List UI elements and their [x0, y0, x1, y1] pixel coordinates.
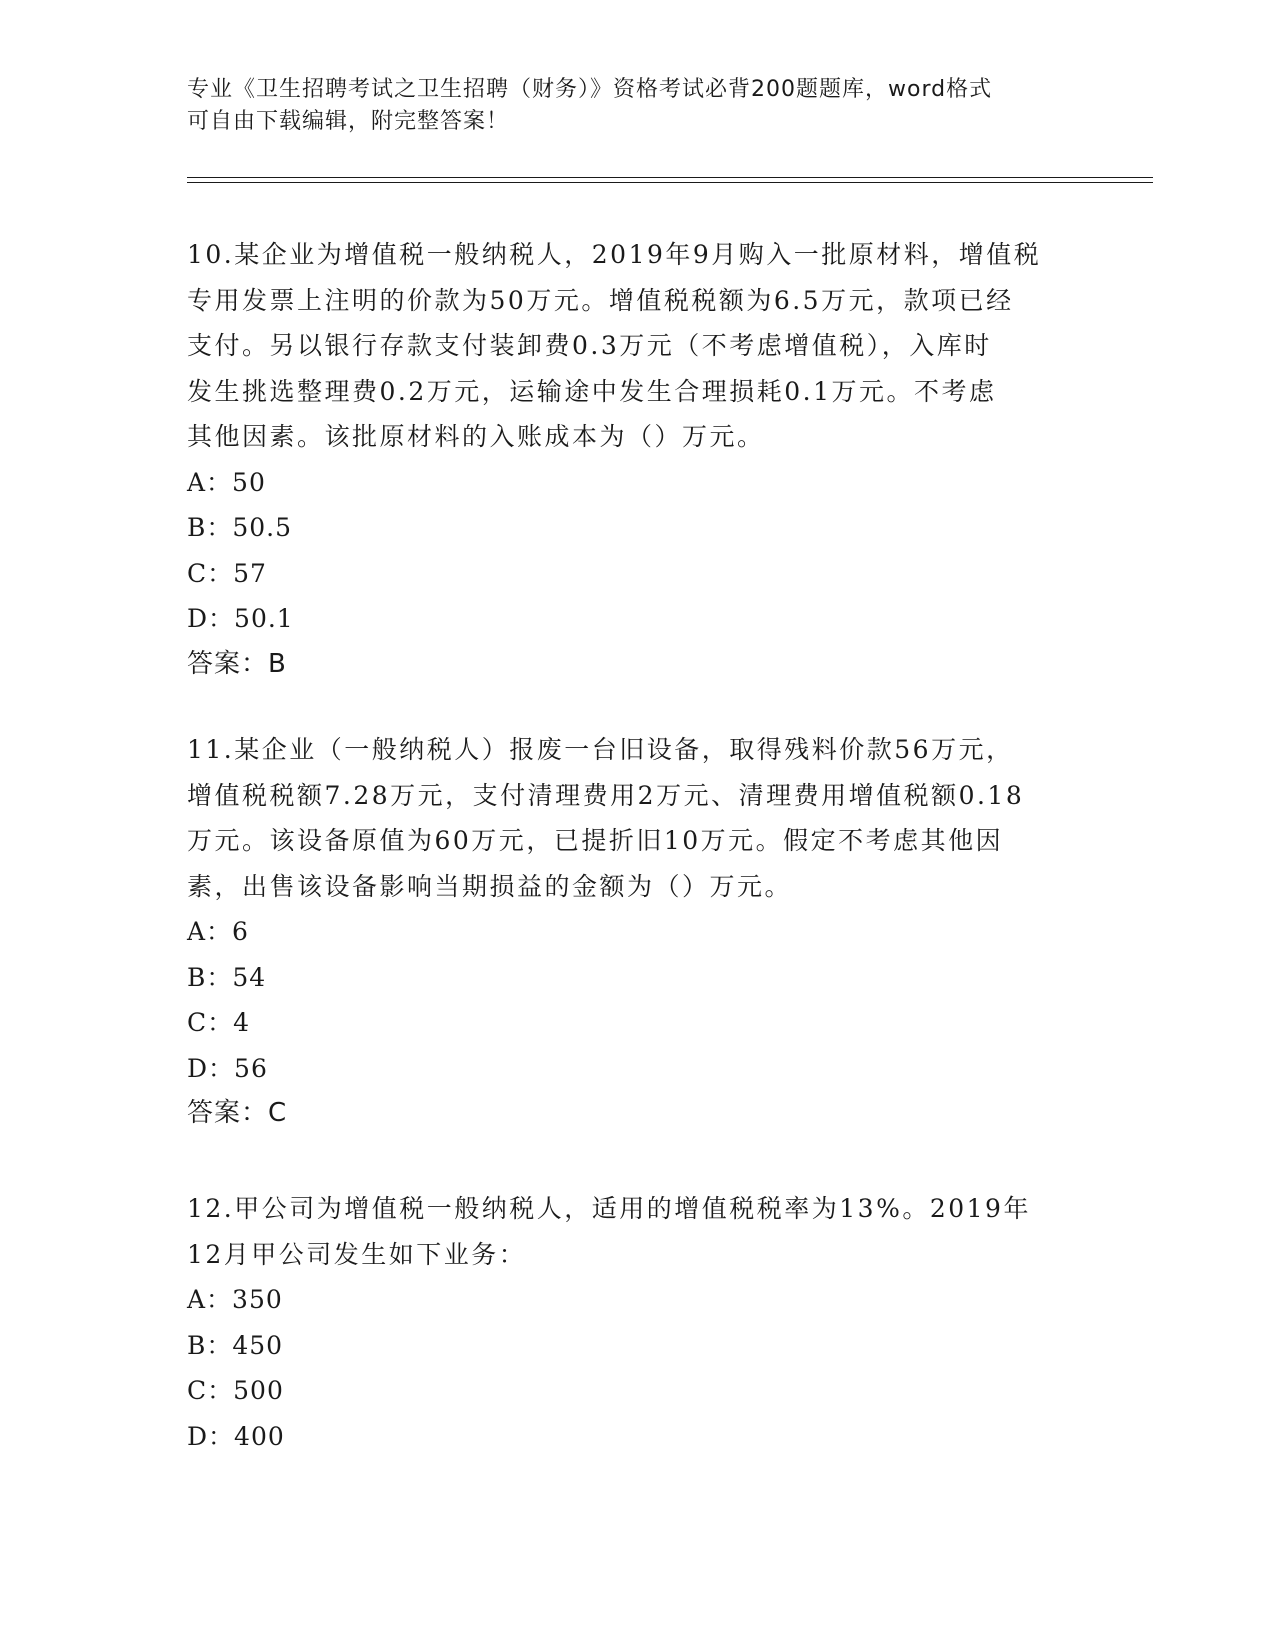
question-stem — [187, 727, 1087, 909]
option-c: C：57 — [187, 558, 267, 588]
document-header — [187, 74, 1087, 138]
answer-label: 答案：B — [187, 648, 287, 679]
stem-line: 12月甲公司发生如下业务： — [187, 1239, 527, 1269]
header-divider-bottom — [187, 182, 1153, 183]
header-title-line-1: 专业《卫生招聘考试之卫生招聘（财务）》资格考试必背200题题库，word格式 — [187, 77, 993, 102]
stem-line: 万元。该设备原值为60万元，已提折旧10万元。假定不考虑其他因 — [187, 826, 1004, 855]
option-c: C：500 — [187, 1376, 284, 1405]
question-stem — [187, 232, 1087, 460]
option-d: D：56 — [187, 1053, 268, 1083]
stem-line: 其他因素。该批原材料的入账成本为（）万元。 — [187, 422, 765, 451]
option-a: A：350 — [187, 1285, 283, 1314]
header-title-line-2: 可自由下载编辑，附完整答案！ — [187, 109, 510, 134]
option-b: B：50.5 — [187, 513, 293, 542]
stem-line: 10.某企业为增值税一般纳税人，2019年9月购入一批原材料，增值税 — [187, 240, 1042, 269]
question-11 — [187, 727, 1087, 1137]
option-a: A：50 — [187, 467, 266, 497]
option-b: B：450 — [187, 1330, 284, 1360]
stem-line: 素，出售该设备影响当期损益的金额为（）万元。 — [187, 871, 793, 901]
stem-line: 专用发票上注明的价款为50万元。增值税税额为6.5万元，款项已经 — [187, 285, 1014, 315]
question-10 — [187, 232, 1087, 687]
stem-line: 发生挑选整理费0.2万元，运输途中发生合理损耗0.1万元。不考虑 — [187, 376, 997, 406]
stem-line: 增值税税额7.28万元，支付清理费用2万元、清理费用增值税额0.18 — [187, 780, 1025, 810]
stem-line: 12.甲公司为增值税一般纳税人，适用的增值税税率为13%。2019年 — [187, 1194, 1031, 1223]
option-d: D：50.1 — [187, 604, 294, 633]
question-12 — [187, 1186, 1087, 1459]
answer-label: 答案：C — [187, 1098, 288, 1128]
question-stem — [187, 1186, 1087, 1277]
option-a: A：6 — [187, 917, 249, 946]
header-divider-top — [187, 177, 1153, 178]
option-b: B：54 — [187, 962, 267, 992]
stem-line: 11.某企业（一般纳税人）报废一台旧设备，取得残料价款56万元， — [187, 735, 1014, 764]
option-d: D：400 — [187, 1421, 285, 1451]
stem-line: 支付。另以银行存款支付装卸费0.3万元（不考虑增值税），入库时 — [187, 331, 992, 360]
option-c: C：4 — [187, 1008, 251, 1037]
